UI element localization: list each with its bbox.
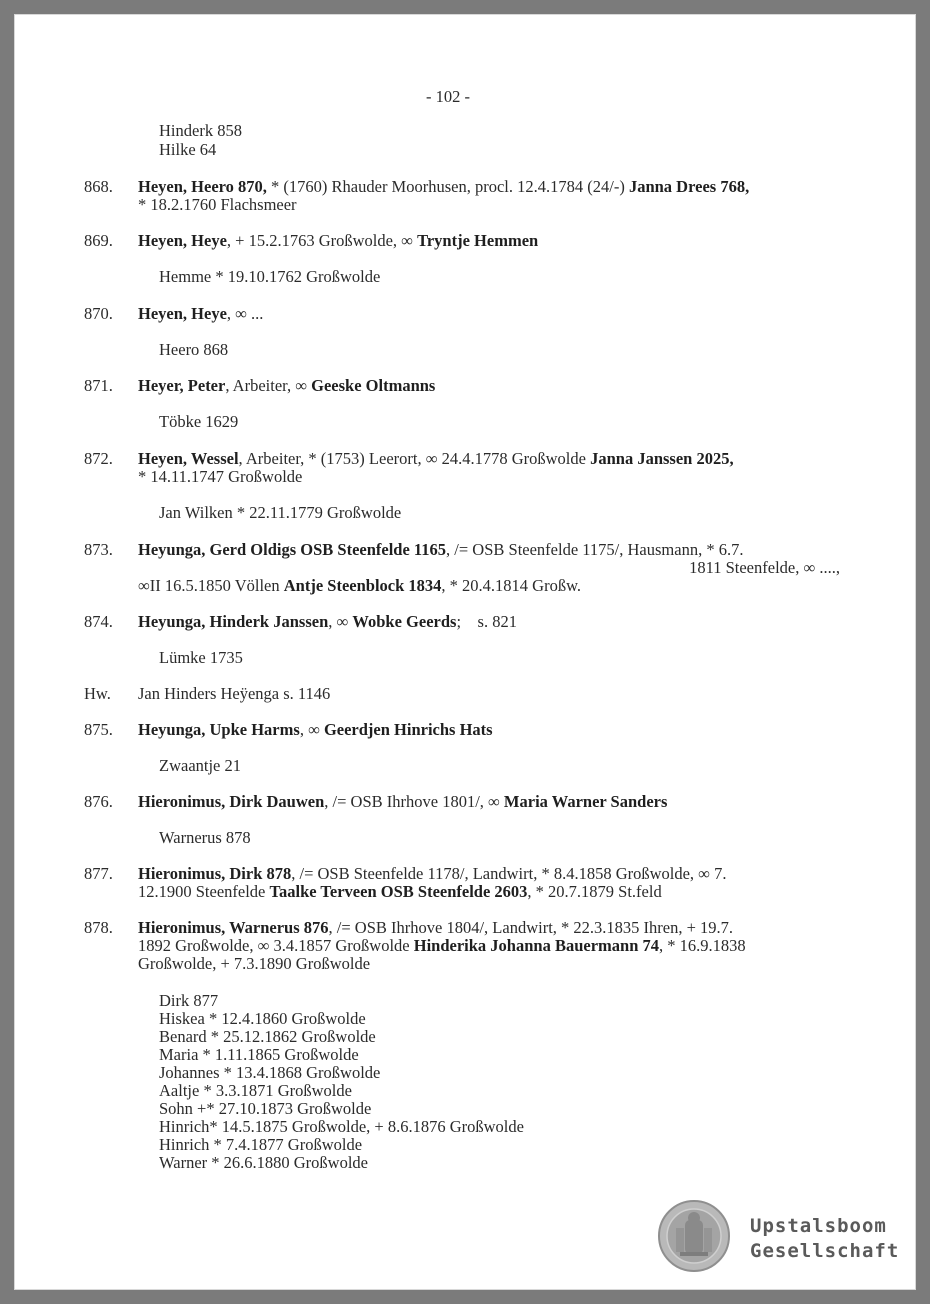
child-entry: Hinderk 858 (159, 121, 242, 140)
child-entry: Heero 868 (159, 340, 229, 359)
child-entry: Maria * 1.11.1865 Großwolde (159, 1045, 359, 1064)
society-name-line1: Upstalsboom (750, 1215, 887, 1237)
entry-877-line1 (138, 865, 726, 883)
person-name: Heyer, Peter (138, 376, 226, 395)
entry-text: , Arbeiter, ∞ (225, 376, 312, 395)
entry-number: 868. (84, 177, 113, 196)
society-name-line2: Gesellschaft (750, 1240, 900, 1262)
entry-875-line1 (138, 721, 493, 739)
entry-text: , /= OSB Steenfelde 1178/, Landwirt, * 8.4.1858 Großwolde, ∞ 7. (291, 864, 727, 883)
entry-868-line2: * 18.2.1760 Flachsmeer (138, 195, 297, 214)
spouse-name: Janna Janssen 2025, (590, 449, 734, 468)
entry-text: 1892 Großwolde, ∞ 3.4.1857 Großwolde (138, 936, 414, 955)
spouse-name: Wobke Geerds (352, 612, 457, 631)
person-name: Heyunga, Gerd Oldigs OSB Steenfelde 1165 (138, 540, 447, 559)
entry-text: , /= OSB Steenfelde 1175/, Hausmann, * 6.7. (446, 540, 744, 559)
spouse-name: Maria Warner Sanders (503, 792, 668, 811)
entry-text: , ∞ ... (226, 304, 264, 323)
page-content (14, 14, 916, 1290)
entry-number: 871. (84, 376, 113, 395)
spouse-name: Tryntje Hemmen (417, 231, 539, 250)
entry-868-line1 (138, 178, 749, 196)
person-name: Hieronimus, Warnerus 876 (138, 918, 329, 937)
entry-number: Hw. (84, 684, 111, 703)
spouse-name: Geeske Oltmanns (311, 376, 436, 395)
person-name: Heyunga, Upke Harms (138, 720, 300, 739)
spouse-name: Antje Steenblock 1834 (283, 576, 442, 595)
child-entry: Jan Wilken * 22.11.1779 Großwolde (159, 503, 402, 522)
entry-number: 876. (84, 792, 113, 811)
entry-878-line3: Großwolde, + 7.3.1890 Großwolde (138, 954, 371, 973)
child-entry: Sohn +* 27.10.1873 Großwolde (159, 1099, 372, 1118)
entry-text: * (1760) Rhauder Moorhusen, procl. 12.4.1784 (24/-) (266, 177, 629, 196)
entry-text: , ∞ (299, 720, 324, 739)
hw-entry: Jan Hinders Heÿenga s. 1146 (138, 684, 331, 703)
entry-869-line1 (138, 232, 538, 250)
child-entry: Hinrich * 7.4.1877 Großwolde (159, 1135, 363, 1154)
entry-873-line3 (138, 577, 581, 595)
person-name: Heyen, Heye (138, 304, 227, 323)
entry-text: ; s. 821 (456, 612, 517, 631)
child-entry: Zwaantje 21 (159, 756, 242, 775)
entry-number: 873. (84, 540, 113, 559)
spouse-name: Janna Drees 768, (628, 177, 750, 196)
entry-872-line2: * 14.11.1747 Großwolde (138, 467, 303, 486)
entry-878-line2 (138, 937, 746, 955)
child-entry: Hemme * 19.10.1762 Großwolde (159, 267, 381, 286)
upstalsboom-seal-icon (658, 1200, 730, 1272)
child-entry: Aaltje * 3.3.1871 Großwolde (159, 1081, 352, 1100)
person-name: Heyen, Heero 870, (138, 177, 267, 196)
child-entry: Dirk 877 (159, 991, 219, 1010)
entry-871-line1 (138, 377, 435, 395)
entry-number: 870. (84, 304, 113, 323)
entry-870-line1 (138, 305, 263, 323)
child-entry: Töbke 1629 (159, 412, 239, 431)
child-entry: Warnerus 878 (159, 828, 251, 847)
person-name: Heyen, Wessel (138, 449, 239, 468)
person-name: Hieronimus, Dirk 878 (138, 864, 292, 883)
child-entry: Lümke 1735 (159, 648, 243, 667)
person-name: Hieronimus, Dirk Dauwen (138, 792, 325, 811)
person-name: Heyunga, Hinderk Janssen (138, 612, 329, 631)
page-number: - 102 - (426, 87, 470, 106)
spouse-name: Geerdjen Hinrichs Hats (323, 720, 493, 739)
entry-text: 12.1900 Steenfelde (138, 882, 270, 901)
spouse-name: Hinderika Johanna Bauermann 74 (413, 936, 659, 955)
entry-number: 878. (84, 918, 113, 937)
document-page (14, 14, 916, 1290)
entry-number: 872. (84, 449, 113, 468)
entry-text: , ∞ (328, 612, 353, 631)
entry-text: , /= OSB Ihrhove 1801/, ∞ (324, 792, 504, 811)
entry-text: , * 20.7.1879 St.feld (527, 882, 662, 901)
entry-number: 874. (84, 612, 113, 631)
entry-text: , + 15.2.1763 Großwolde, ∞ (226, 231, 418, 250)
child-entry: Hinrich* 14.5.1875 Großwolde, + 8.6.1876 Großwolde (159, 1117, 524, 1136)
child-entry: Warner * 26.6.1880 Großwolde (159, 1153, 368, 1172)
entry-877-line2 (138, 883, 662, 901)
entry-text: ∞II 16.5.1850 Völlen (138, 576, 284, 595)
entry-873-line1 (138, 541, 743, 559)
entry-text: , Arbeiter, * (1753) Leerort, ∞ 24.4.1778 Großwolde (238, 449, 591, 468)
entry-876-line1 (138, 793, 667, 811)
entry-number: 875. (84, 720, 113, 739)
child-entry: Benard * 25.12.1862 Großwolde (159, 1027, 376, 1046)
person-name: Heyen, Heye (138, 231, 227, 250)
entry-874-line1 (138, 613, 517, 631)
child-entry: Johannes * 13.4.1868 Großwolde (159, 1063, 381, 1082)
entry-text: , * 20.4.1814 Großw. (441, 576, 582, 595)
entry-873-line2: 1811 Steenfelde, ∞ ...., (689, 558, 840, 577)
spouse-name: Taalke Terveen OSB Steenfelde 2603 (269, 882, 528, 901)
entry-872-line1 (138, 450, 734, 468)
entry-878-line1 (138, 919, 733, 937)
entry-text: , /= OSB Ihrhove 1804/, Landwirt, * 22.3.1835 Ihren, + 19.7. (328, 918, 734, 937)
entry-text: , * 16.9.1838 (659, 936, 746, 955)
child-entry: Hilke 64 (159, 140, 217, 159)
entry-number: 869. (84, 231, 113, 250)
entry-number: 877. (84, 864, 113, 883)
child-entry: Hiskea * 12.4.1860 Großwolde (159, 1009, 366, 1028)
